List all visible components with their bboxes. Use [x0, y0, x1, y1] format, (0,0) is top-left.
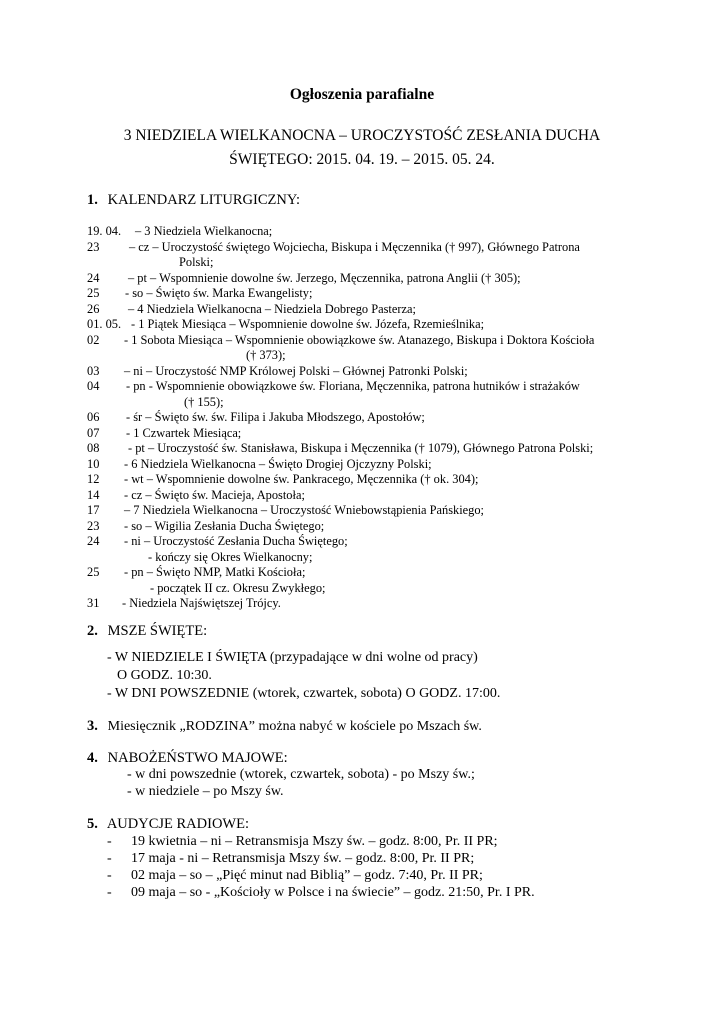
section-number: 5.: [87, 816, 98, 832]
list-dash: -: [107, 851, 112, 866]
mass-sunday-line: - W NIEDZIELE I ŚWIĘTA (przypadające w dni wolne od pracy): [107, 650, 478, 665]
calendar-row: [87, 488, 687, 504]
calendar-text: – 7 Niedziela Wielkanocna – Uroczystość Wniebowstąpienia Pańskiego;: [124, 503, 484, 517]
list-dash: -: [107, 868, 112, 883]
mass-weekday-line: - W DNI POWSZEDNIE (wtorek, czwartek, sobota) O GODZ. 17:00.: [107, 686, 501, 701]
mass-sunday-time: O GODZ. 10:30.: [117, 668, 212, 683]
section-title: AUDYCJE RADIOWE:: [106, 816, 249, 832]
calendar-row: [87, 550, 687, 566]
calendar-text: - 1 Piątek Miesiąca – Wspomnienie dowolne św. Józefa, Rzemieślnika;: [131, 317, 485, 331]
section-3-heading: [87, 718, 482, 735]
calendar-date: 26: [87, 301, 100, 316]
calendar-row: [87, 286, 687, 302]
calendar-date: 19. 04.: [87, 224, 122, 238]
calendar-row: [87, 333, 687, 349]
calendar-date: 24: [87, 270, 100, 285]
may-service-weekday: - w dni powszednie (wtorek, czwartek, sobota) - po Mszy św.;: [127, 767, 475, 782]
section-title: MSZE ŚWIĘTE:: [107, 623, 208, 639]
calendar-date: 07: [87, 425, 100, 440]
calendar-row: [87, 379, 687, 395]
calendar-date: 14: [87, 487, 100, 502]
calendar-date: 25: [87, 286, 100, 300]
calendar-row: [87, 534, 687, 550]
calendar-text: († 373);: [246, 348, 286, 362]
calendar-row: [87, 395, 687, 411]
calendar-date: 25: [87, 565, 100, 579]
calendar-date: 12: [87, 472, 100, 486]
section-5-heading: [87, 816, 249, 833]
calendar-text: - śr – Święto św. św. Filipa i Jakuba Młodszego, Apostołów;: [126, 410, 425, 424]
calendar-row: [87, 426, 687, 442]
page-title: Ogłoszenia parafialne: [289, 86, 435, 103]
section-number: 3.: [87, 718, 98, 734]
calendar-text: - pt – Uroczystość św. Stanisława, Biskupa i Męczennika († 1079), Głównego Patrona Polski;: [128, 441, 594, 455]
calendar-text: - pn – Święto NMP, Matki Kościoła;: [124, 565, 306, 579]
calendar-date: 31: [87, 596, 100, 610]
calendar-date: 23: [87, 518, 100, 533]
calendar-text: - 1 Czwartek Miesiąca;: [126, 425, 242, 440]
may-service-sunday: - w niedziele – po Mszy św.: [127, 784, 284, 799]
calendar-text: († 155);: [184, 394, 224, 409]
calendar-text: - cz – Święto św. Macieja, Apostoła;: [124, 487, 305, 502]
radio-item-text: 02 maja – so – „Pięć minut nad Biblią” – godz. 7:40, Pr. II PR;: [131, 868, 483, 883]
calendar-date: 06: [87, 410, 100, 424]
calendar-row: [87, 348, 687, 364]
calendar-date: 24: [87, 534, 100, 548]
calendar-row: [87, 255, 687, 271]
radio-item-text: 09 maja – so - „Kościoły w Polsce i na świecie” – godz. 21:50, Pr. I PR.: [131, 885, 535, 900]
calendar-date: 02: [87, 332, 100, 347]
calendar-text: – 4 Niedziela Wielkanocna – Niedziela Dobrego Pasterza;: [128, 301, 416, 316]
calendar-row: [87, 224, 687, 240]
page-subtitle: [60, 124, 664, 172]
calendar-text: - so – Wigilia Zesłania Ducha Świętego;: [124, 518, 325, 533]
calendar-text: - so – Święto św. Marka Ewangelisty;: [125, 286, 313, 300]
calendar-text: - Niedziela Najświętszej Trójcy.: [122, 596, 281, 610]
subtitle-line-2: ŚWIĘTEGO: 2015. 04. 19. – 2015. 05. 24.: [229, 151, 495, 168]
calendar-date: 08: [87, 441, 100, 455]
calendar-row: [87, 519, 687, 535]
section-number: 2.: [87, 623, 98, 639]
calendar-text: - pn - Wspomnienie obowiązkowe św. Floriana, Męczennika, patrona hutników i strażaków: [126, 379, 580, 393]
calendar-text: - 6 Niedziela Wielkanocna – Święto Drogiej Ojczyzny Polski;: [124, 456, 432, 471]
section-title: NABOŻEŃSTWO MAJOWE:: [107, 750, 288, 766]
section-2-heading: [87, 623, 207, 640]
list-dash: -: [107, 834, 112, 849]
calendar-row: [87, 596, 687, 612]
calendar-text: Polski;: [179, 255, 214, 269]
calendar-row: [87, 364, 687, 380]
section-text: Miesięcznik „RODZINA” można nabyć w kościele po Mszach św.: [107, 719, 482, 734]
section-4-heading: [87, 750, 288, 767]
calendar-row: [87, 240, 687, 256]
calendar-row: [87, 472, 687, 488]
calendar-row: [87, 441, 687, 457]
calendar-date: 03: [87, 363, 100, 378]
calendar-date: 04: [87, 379, 100, 393]
subtitle-line-1: 3 NIEDZIELA WIELKANOCNA – UROCZYSTOŚĆ ZESŁANIA DUCHA: [123, 127, 601, 144]
section-1-heading: [87, 192, 300, 209]
calendar-row: [87, 503, 687, 519]
calendar-date: 23: [87, 239, 100, 254]
radio-item-text: 19 kwietnia – ni – Retransmisja Mszy św. – godz. 8:00, Pr. II PR;: [131, 834, 498, 849]
calendar-row: [87, 457, 687, 473]
list-dash: -: [107, 885, 112, 900]
calendar-row: [87, 317, 687, 333]
calendar-text: – ni – Uroczystość NMP Królowej Polski – Głównej Patronki Polski;: [124, 363, 468, 378]
calendar-date: 01. 05.: [87, 317, 122, 331]
calendar-text: - wt – Wspomnienie dowolne św. Pankracego, Męczennika († ok. 304);: [124, 472, 479, 486]
liturgical-calendar: [87, 224, 687, 612]
section-title: KALENDARZ LITURGICZNY:: [107, 192, 301, 208]
section-number: 4.: [87, 750, 98, 766]
calendar-text: – 3 Niedziela Wielkanocna;: [135, 224, 273, 238]
calendar-date: 10: [87, 456, 100, 471]
calendar-text: – cz – Uroczystość świętego Wojciecha, Biskupa i Męczennika († 997), Głównego Patrona: [129, 239, 580, 254]
calendar-text: - początek II cz. Okresu Zwykłego;: [150, 580, 326, 595]
calendar-row: [87, 410, 687, 426]
calendar-text: - 1 Sobota Miesiąca – Wspomnienie obowiązkowe św. Atanazego, Biskupa i Doktora Kościoła: [124, 332, 595, 347]
calendar-text: – pt – Wspomnienie dowolne św. Jerzego, Męczennika, patrona Anglii († 305);: [128, 270, 521, 285]
calendar-text: - kończy się Okres Wielkanocny;: [148, 549, 313, 564]
calendar-row: [87, 565, 687, 581]
radio-item-text: 17 maja - ni – Retransmisja Mszy św. – godz. 8:00, Pr. II PR;: [131, 851, 475, 866]
calendar-row: [87, 581, 687, 597]
calendar-text: - ni – Uroczystość Zesłania Ducha Świętego;: [124, 534, 348, 548]
calendar-row: [87, 302, 687, 318]
section-number: 1.: [87, 192, 98, 208]
calendar-date: 17: [87, 503, 100, 517]
calendar-row: [87, 271, 687, 287]
